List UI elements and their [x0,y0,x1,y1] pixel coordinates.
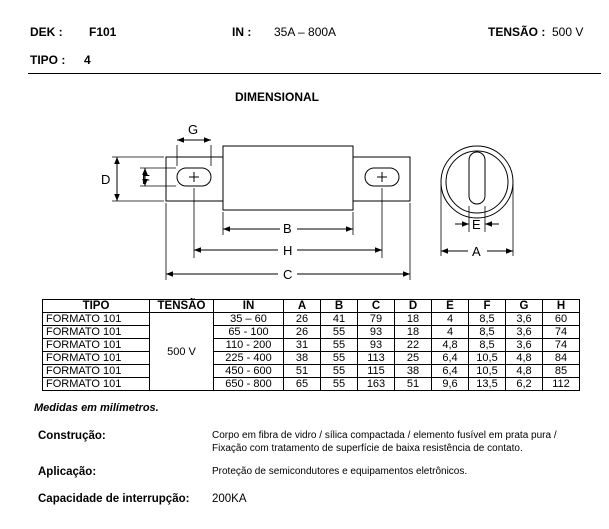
col-header-tensao: TENSÃO [150,300,214,313]
col-header-d: D [395,300,432,313]
cell-e: 9,6 [432,378,469,391]
cell-c: 115 [358,365,395,378]
cell-d: 51 [395,378,432,391]
col-header-c: C [358,300,395,313]
dim-label-d: D [101,172,111,187]
cell-a: 31 [284,339,321,352]
cell-d: 18 [395,326,432,339]
cell-a: 26 [284,326,321,339]
cell-c: 79 [358,313,395,326]
end-view-slot [469,152,485,204]
in-value: 35A – 800A [274,25,337,39]
table-row [43,378,580,391]
cell-h: 84 [543,352,580,365]
cell-d: 18 [395,313,432,326]
table-row [43,365,580,378]
aplicacao-label: Aplicação: [38,466,97,478]
cell-a: 38 [284,352,321,365]
dek-value: F101 [89,25,117,39]
fuse-body [223,146,353,210]
cell-d: 38 [395,365,432,378]
tensao-label: TENSÃO : [488,25,546,39]
cell-tipo: FORMATO 101 [43,326,150,339]
in-label: IN : [232,25,252,39]
dim-label-g: G [188,122,199,137]
cell-c: 93 [358,326,395,339]
cell-f: 8,5 [469,313,506,326]
construcao-text-line1: Corpo em fibra de vidro / sílica compactada / elemento fusível em prata pura / [212,430,557,441]
dim-label-a: A [472,244,481,259]
cell-a: 51 [284,365,321,378]
construcao-text-line2: Fixação com tratamento de superfície de baixa resistência de contato. [212,443,523,454]
capacidade-value: 200KA [212,493,247,505]
cell-h: 60 [543,313,580,326]
construcao-label: Construção: [38,430,106,442]
cell-e: 6,4 [432,352,469,365]
cell-g: 6,2 [506,378,543,391]
cell-tipo: FORMATO 101 [43,365,150,378]
cell-b: 41 [321,313,358,326]
table-row [43,313,580,326]
cell-g: 4,8 [506,365,543,378]
cell-in: 65 - 100 [214,326,284,339]
cell-h: 74 [543,326,580,339]
cell-f: 8,5 [469,339,506,352]
tensao-value: 500 V [552,25,584,39]
dim-label-c: C [283,267,293,282]
cell-d: 25 [395,352,432,365]
cell-e: 6,4 [432,365,469,378]
cell-b: 55 [321,378,358,391]
cell-g: 3,6 [506,339,543,352]
tipo-label: TIPO : [30,53,66,67]
table-header-row [43,300,580,313]
dim-label-f: F [142,172,150,187]
table-note: Medidas em milímetros. [34,402,159,414]
dimension-table [42,299,580,391]
cell-c: 113 [358,352,395,365]
cell-f: 10,5 [469,352,506,365]
cell-b: 55 [321,352,358,365]
cell-in: 225 - 400 [214,352,284,365]
table-row [43,352,580,365]
cell-g: 3,6 [506,326,543,339]
cell-g: 4,8 [506,352,543,365]
dim-label-e: E [472,217,481,232]
cell-e: 4,8 [432,339,469,352]
dim-label-h: H [283,243,293,258]
cell-in: 650 - 800 [214,378,284,391]
cell-f: 13,5 [469,378,506,391]
cell-h: 112 [543,378,580,391]
col-header-f: F [469,300,506,313]
col-header-in: IN [214,300,284,313]
cell-c: 163 [358,378,395,391]
aplicacao-text: Proteção de semicondutores e equipamentos eletrônicos. [212,466,468,477]
cell-g: 3,6 [506,313,543,326]
col-header-h: H [543,300,580,313]
capacidade-label: Capacidade de interrupção: [38,493,190,505]
dim-label-b: B [283,221,292,236]
cell-tipo: FORMATO 101 [43,313,150,326]
table-row [43,326,580,339]
cell-h: 85 [543,365,580,378]
cell-e: 4 [432,326,469,339]
tipo-value: 4 [84,53,91,67]
cell-h: 74 [543,339,580,352]
cell-tensao: 500 V [150,313,214,391]
cell-tipo: FORMATO 101 [43,378,150,391]
cell-b: 55 [321,365,358,378]
dek-label: DEK : [30,25,63,39]
drawing-title: DIMENSIONAL [235,90,319,104]
cell-in: 450 - 600 [214,365,284,378]
cell-f: 8,5 [469,326,506,339]
cell-b: 55 [321,339,358,352]
table-row [43,339,580,352]
cell-in: 110 - 200 [214,339,284,352]
cell-d: 22 [395,339,432,352]
cell-tipo: FORMATO 101 [43,352,150,365]
cell-f: 10,5 [469,365,506,378]
col-header-tipo: TIPO [43,300,150,313]
cell-in: 35 – 60 [214,313,284,326]
cell-c: 93 [358,339,395,352]
cell-a: 65 [284,378,321,391]
col-header-a: A [284,300,321,313]
cell-tipo: FORMATO 101 [43,339,150,352]
col-header-g: G [506,300,543,313]
col-header-e: E [432,300,469,313]
cell-a: 26 [284,313,321,326]
col-header-b: B [321,300,358,313]
cell-e: 4 [432,313,469,326]
cell-b: 55 [321,326,358,339]
